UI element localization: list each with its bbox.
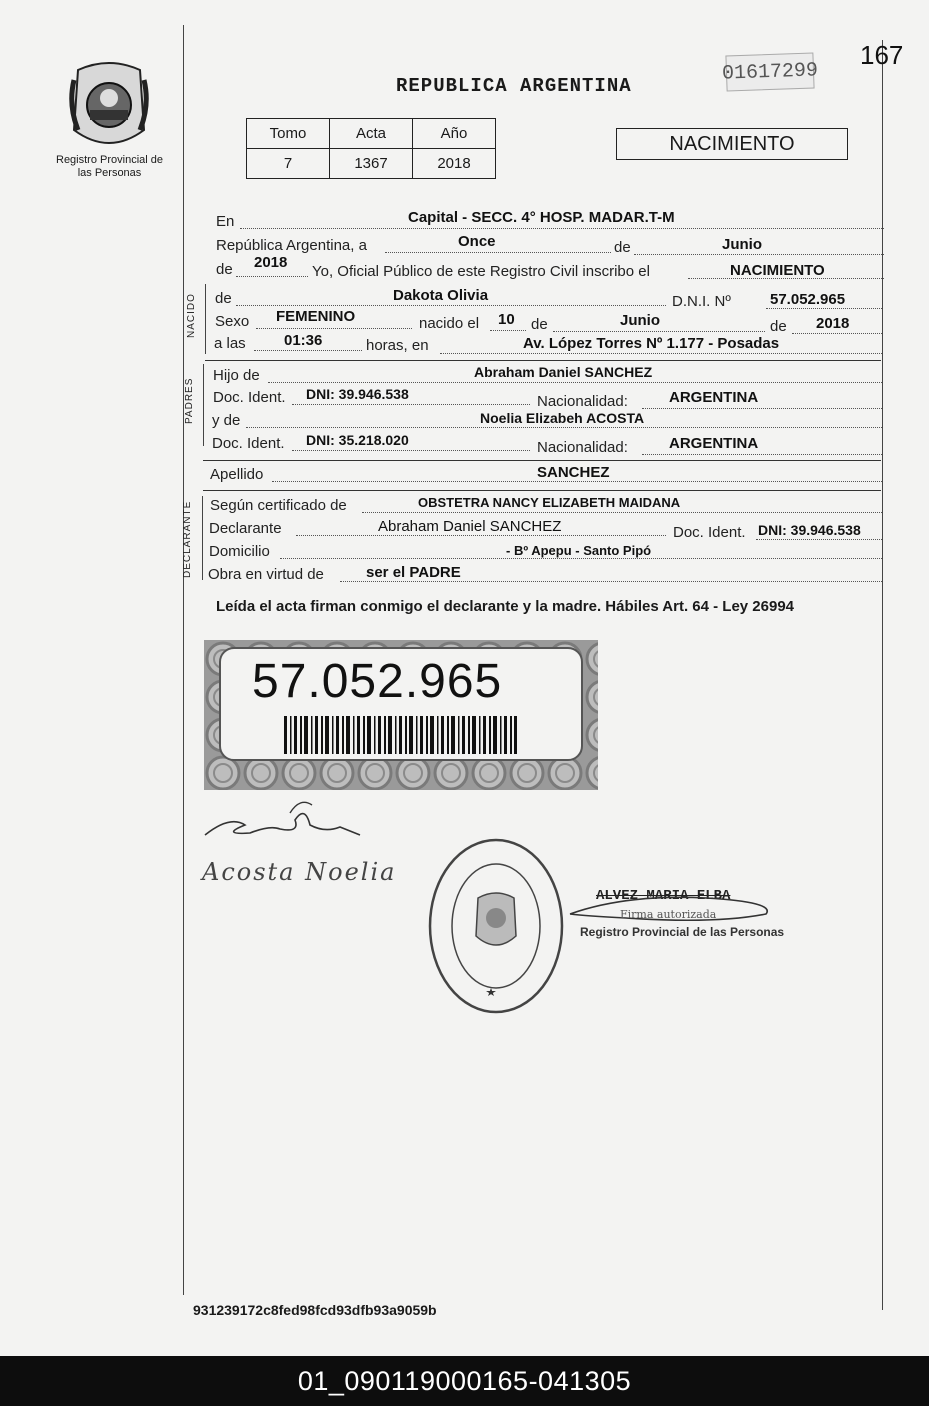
y-de-label: y de (212, 412, 241, 429)
page-number: 167 (860, 40, 904, 70)
dotted-line (246, 427, 882, 428)
official-org: Registro Provincial de las Personas (580, 925, 785, 939)
dotted-line (553, 331, 765, 332)
apellido-label: Apellido (210, 466, 264, 483)
horas-en-label: horas, en (366, 337, 429, 354)
table-value-tomo: 7 (247, 149, 330, 179)
province-seal-icon (68, 60, 150, 152)
dotted-line (268, 382, 882, 383)
dotted-line (440, 353, 882, 354)
domicilio-label: Domicilio (209, 543, 270, 560)
declarant-signature-icon (200, 795, 370, 860)
footer-code: 01_090119000165-041305 (0, 1356, 929, 1406)
document-hash: 931239172c8fed98fcd93dfb93a9059b (193, 1302, 437, 1318)
domicilio-value: - Bº Apepu - Santo Pipó (506, 543, 652, 558)
official-name: ALVEZ MARIA ELBA (596, 888, 731, 904)
dotted-line (756, 539, 882, 540)
month-value: Junio (722, 236, 762, 253)
table-value-acta: 1367 (330, 149, 413, 179)
dotted-line (280, 558, 882, 559)
nacido-el-label: nacido el (419, 315, 480, 332)
doc-ident-label: Doc. Ident. (673, 524, 746, 541)
obra-label: Obra en virtud de (208, 566, 324, 583)
section-bracket (203, 364, 204, 446)
right-margin-line (882, 40, 883, 1310)
declarante-value: Abraham Daniel SANCHEZ (378, 518, 562, 535)
doc-ident-label: Doc. Ident. (213, 389, 286, 406)
table-header-ano: Año (413, 119, 496, 149)
birth-place-value: Av. López Torres Nº 1.177 - Posadas (523, 335, 780, 352)
birth-day-value: 10 (498, 311, 515, 328)
dotted-line (296, 535, 666, 536)
section-divider (205, 360, 881, 361)
child-dni-value: 57.052.965 (770, 291, 846, 308)
certificado-label: Según certificado de (210, 497, 347, 514)
event-value: NACIMIENTO (730, 262, 825, 279)
birth-time-value: 01:36 (284, 332, 323, 349)
dni-sticker (204, 640, 598, 790)
dotted-line (256, 328, 412, 329)
father-doc-value: DNI: 39.946.538 (306, 386, 409, 402)
dotted-line (292, 450, 530, 451)
dotted-line (642, 408, 882, 409)
dotted-line (362, 512, 882, 513)
closing-note: Leída el acta firman conmigo el declarante y la madre. Hábiles Art. 64 - Ley 26994 (216, 598, 795, 615)
table-header-tomo: Tomo (247, 119, 330, 149)
left-margin-line (183, 25, 184, 1295)
nacionalidad-label: Nacionalidad: (537, 393, 628, 410)
dotted-line (642, 454, 882, 455)
apellido-value: SANCHEZ (537, 464, 610, 481)
declarante-doc-value: DNI: 39.946.538 (758, 522, 861, 538)
dotted-line (236, 305, 666, 306)
sexo-label: Sexo (215, 313, 250, 330)
dotted-line (292, 404, 530, 405)
mother-handwritten-signature: Acosta Noelia (202, 858, 397, 886)
record-table (246, 118, 496, 179)
official-role: Firma autorizada (620, 908, 717, 921)
dotted-line (385, 252, 611, 253)
hijo-de-label: Hijo de (213, 367, 260, 384)
nacionalidad-label: Nacionalidad: (537, 439, 628, 456)
dni-label: D.N.I. Nº (672, 293, 731, 310)
day-value: Once (458, 233, 496, 250)
sexo-value: FEMENINO (276, 308, 356, 325)
certificado-value: OBSTETRA NANCY ELIZABETH MAIDANA (418, 495, 681, 510)
dotted-line (254, 350, 362, 351)
dni-sticker-number: 57.052.965 (252, 655, 503, 708)
doc-ident-label: Doc. Ident. (212, 435, 285, 452)
mother-name-value: Noelia Elizabeh ACOSTA (480, 410, 645, 426)
section-divider (203, 460, 881, 461)
section-label-padres: PADRES (184, 377, 195, 424)
republica-label: República Argentina, a (216, 237, 367, 254)
table-header-acta: Acta (330, 119, 413, 149)
de-label: de (531, 316, 548, 333)
place-value: Capital - SECC. 4° HOSP. MADAR.T-M (408, 209, 675, 226)
section-label-declarante: DECLARANTE (182, 500, 193, 578)
de-label: de (614, 239, 631, 256)
dotted-line (272, 481, 882, 482)
dotted-line (766, 308, 882, 309)
birth-month-value: Junio (620, 312, 660, 329)
father-nationality-value: ARGENTINA (669, 389, 759, 406)
father-name-value: Abraham Daniel SANCHEZ (474, 364, 653, 380)
year-value: 2018 (254, 254, 288, 271)
dotted-line (340, 581, 882, 582)
section-bracket (205, 284, 206, 354)
de-label: de (770, 318, 787, 335)
declarante-label: Declarante (209, 520, 282, 537)
dotted-line (792, 333, 882, 334)
en-label: En (216, 213, 235, 230)
record-type-box: NACIMIENTO (616, 128, 848, 160)
section-divider (203, 490, 881, 491)
birth-year-value: 2018 (816, 315, 850, 332)
registry-stamp-icon (426, 836, 566, 1016)
registry-caption: Registro Provincial de las Personas (56, 154, 163, 179)
dotted-line (634, 254, 884, 255)
dotted-line (490, 330, 526, 331)
obra-value: ser el PADRE (366, 564, 461, 581)
child-name-value: Dakota Olivia (393, 287, 489, 304)
section-label-nacido: NACIDO (186, 293, 197, 338)
dotted-line (240, 228, 884, 229)
serial-number: 01617299 (725, 52, 814, 91)
yo-label: Yo, Oficial Público de este Registro Civil inscribo el (312, 263, 650, 280)
table-value-ano: 2018 (413, 149, 496, 179)
page-title: REPUBLICA ARGENTINA (396, 75, 632, 97)
mother-nationality-value: ARGENTINA (669, 435, 759, 452)
de-label: de (215, 290, 232, 307)
dotted-line (236, 276, 308, 277)
de-label: de (216, 261, 233, 278)
mother-doc-value: DNI: 35.218.020 (306, 432, 409, 448)
a-las-label: a las (214, 335, 246, 352)
section-bracket (202, 496, 203, 580)
